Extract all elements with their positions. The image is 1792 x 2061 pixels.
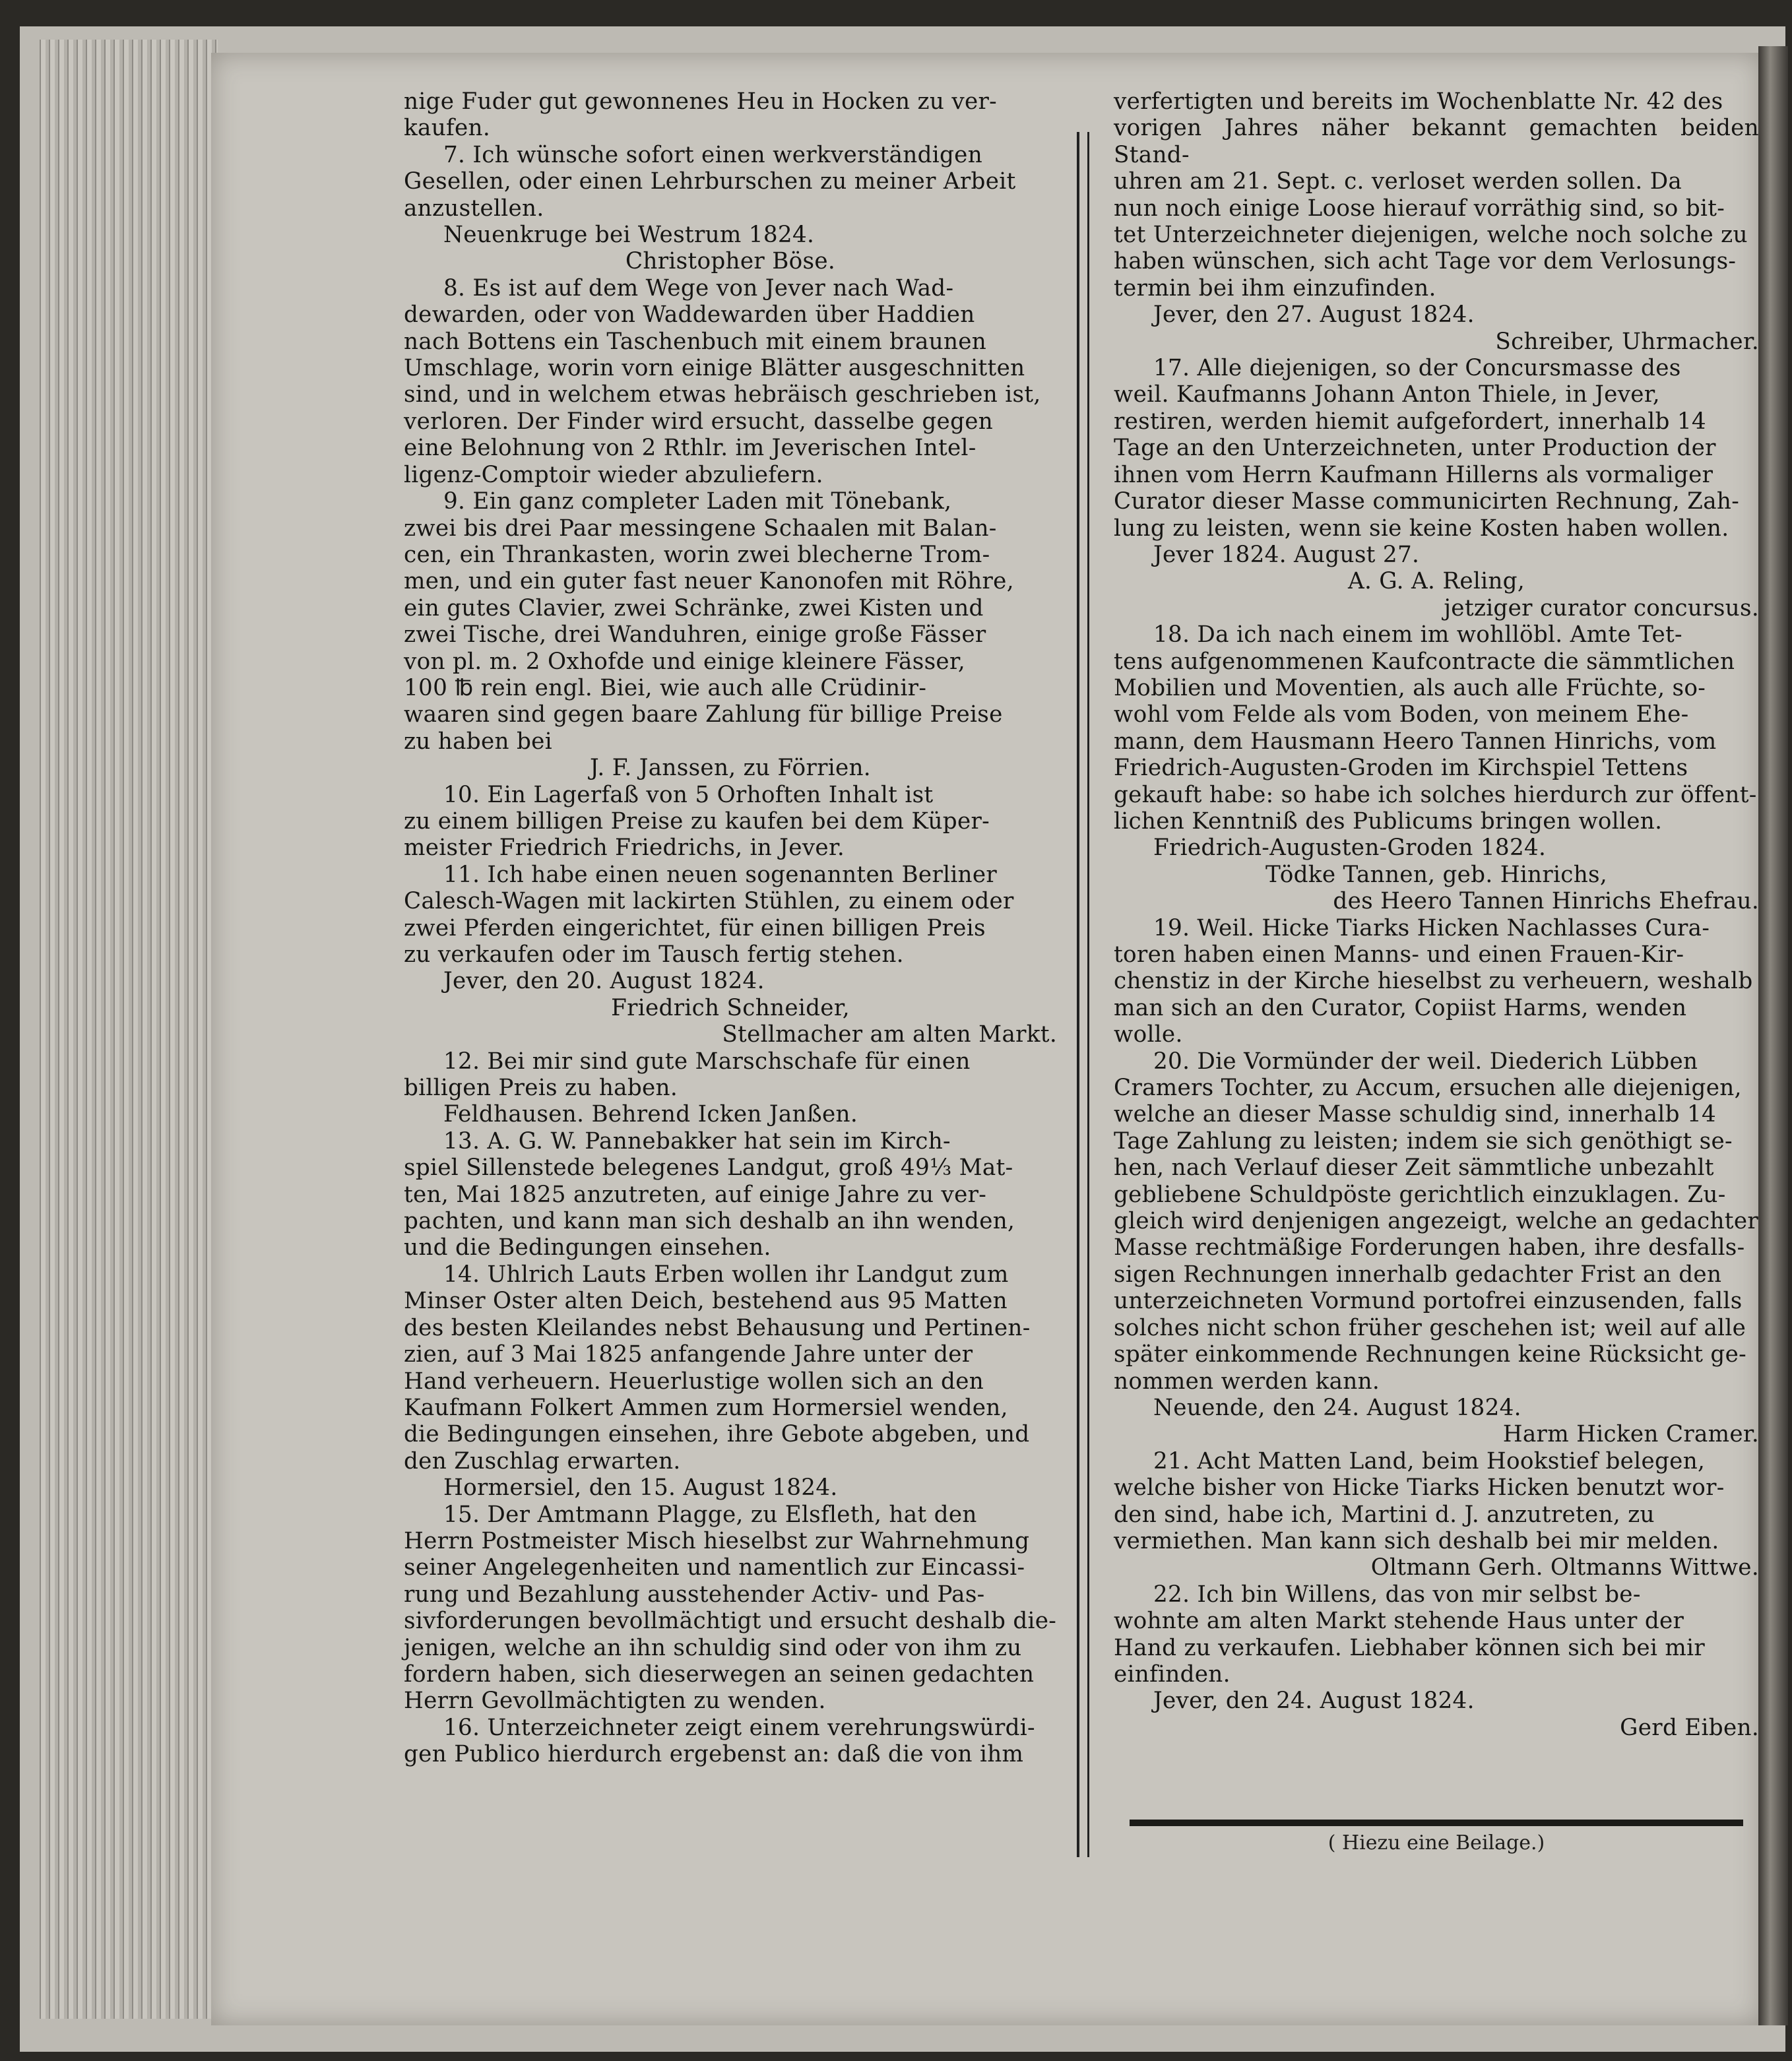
text-line: Hormersiel, den 15. August 1824. [443, 1474, 838, 1502]
text-line: ligenz-Comptoir wieder abzuliefern. [404, 461, 823, 488]
text-line: 16. Unterzeichneter zeigt einem verehrungswürdi- [443, 1714, 1035, 1741]
text-line: pachten, und kann man sich deshalb an ihn wenden, [404, 1208, 1015, 1235]
book-spine [1758, 46, 1788, 2025]
text-line: Hand zu verkaufen. Liebhaber können sich bei mir [1114, 1634, 1705, 1661]
text-line: einfinden. [1114, 1661, 1231, 1688]
supplement-note: ( Hiezu eine Beilage.) [1328, 1831, 1545, 1855]
text-line: wolle. [1114, 1021, 1183, 1048]
text-line: cen, ein Thrankasten, worin zwei blecherne Trom- [404, 541, 990, 568]
text-line: 14. Uhlrich Lauts Erben wollen ihr Landgut zum [443, 1261, 1009, 1288]
text-line: Calesch-Wagen mit lackirten Stühlen, zu einem oder [404, 888, 1014, 915]
text-line: vorigen Jahres näher bekannt gemachten beiden Stand- [1114, 115, 1759, 168]
text-line: Jever, den 20. August 1824. [443, 968, 765, 995]
text-line: zwei Pferden eingerichtet, für einen billigen Preis [404, 914, 986, 941]
page-stack-edge [40, 40, 218, 2019]
text-line: sigen Rechnungen innerhalb gedachter Frist an den [1114, 1261, 1722, 1288]
text-line: toren haben einen Manns- und einen Frauen-Kir- [1114, 941, 1684, 968]
text-line: chenstiz in der Kirche hieselbst zu verheuern, weshalb [1114, 968, 1753, 995]
text-line: 17. Alle diejenigen, so der Concursmasse des [1153, 355, 1681, 382]
text-line: nach Bottens ein Taschenbuch mit einem braunen [404, 328, 987, 355]
text-line: Friedrich Schneider, [611, 994, 850, 1021]
text-line: Friedrich-Augusten-Groden im Kirchspiel Tettens [1114, 755, 1688, 782]
text-line: haben wünschen, sich acht Tage vor dem Verlosungs- [1114, 248, 1737, 275]
text-line: man sich an den Curator, Copiist Harms, wenden [1114, 994, 1687, 1021]
text-line: Friedrich-Augusten-Groden 1824. [1153, 835, 1547, 862]
end-rule [1130, 1820, 1743, 1826]
text-line: lung zu leisten, wenn sie keine Kosten haben wollen. [1114, 515, 1729, 542]
text-line: 22. Ich bin Willens, das von mir selbst be- [1153, 1581, 1641, 1608]
text-line: Umschlage, worin vorn einige Blätter ausgeschnitten [404, 355, 1025, 382]
text-line: 15. Der Amtmann Plagge, zu Elsfleth, hat den [443, 1501, 977, 1528]
text-line: zu einem billigen Preise zu kaufen bei dem Küper- [404, 808, 990, 835]
text-line: Neuenkruge bei Westrum 1824. [443, 222, 815, 249]
text-line: 8. Es ist auf dem Wege von Jever nach Wad- [443, 274, 954, 301]
text-line: uhren am 21. Sept. c. verloset werden sollen. Da [1114, 168, 1682, 195]
text-line: lichen Kenntniß des Publicums bringen wollen. [1114, 808, 1663, 835]
text-line: welche an dieser Masse schuldig sind, innerhalb 14 [1114, 1101, 1717, 1128]
text-line: ten, Mai 1825 anzutreten, auf einige Jahre zu ver- [404, 1181, 987, 1208]
text-line: sivforderungen bevollmächtigt und ersucht deshalb die- [404, 1608, 1057, 1635]
text-line: Tödke Tannen, geb. Hinrichs, [1265, 861, 1608, 888]
text-line: nun noch einige Loose hierauf vorräthig sind, so bit- [1114, 195, 1725, 222]
text-line: zwei Tische, drei Wanduhren, einige große Fässer [404, 621, 986, 649]
text-line: kaufen. [404, 115, 490, 142]
text-line: Harm Hicken Cramer. [1502, 1421, 1759, 1448]
text-line: Feldhausen. Behrend Icken Janßen. [443, 1101, 858, 1128]
text-line: später einkommende Rechnungen keine Rücksicht ge- [1114, 1341, 1746, 1368]
text-line: Jever, den 27. August 1824. [1153, 301, 1475, 329]
text-line: 18. Da ich nach einem im wohllöbl. Amte Tet- [1153, 621, 1682, 649]
text-line: men, und ein guter fast neuer Kanonofen mit Röhre, [404, 568, 1014, 595]
text-line: Neuende, den 24. August 1824. [1153, 1394, 1521, 1421]
text-line: Minser Oster alten Deich, bestehend aus 95 Matten [404, 1288, 1008, 1315]
text-line: zien, auf 3 Mai 1825 anfangende Jahre unter der [404, 1341, 973, 1368]
text-line: ein gutes Clavier, zwei Schränke, zwei Kisten und [404, 594, 984, 621]
text-line: die Bedingungen einsehen, ihre Gebote abgeben, und [404, 1421, 1030, 1448]
text-line: Jever 1824. August 27. [1153, 541, 1420, 568]
text-line: 20. Die Vormünder der weil. Diederich Lübben [1153, 1048, 1698, 1075]
text-line: tens aufgenommenen Kaufcontracte die sämmtlichen [1114, 648, 1735, 675]
text-line: jetziger curator concursus. [1444, 594, 1759, 621]
text-line: fordern haben, sich dieserwegen an seinen gedachten [404, 1661, 1035, 1688]
text-line: meister Friedrich Friedrichs, in Jever. [404, 835, 845, 862]
right-text-column [1114, 88, 1759, 1741]
text-line: zu haben bei [404, 728, 552, 755]
text-line: Tage an den Unterzeichneten, unter Production der [1114, 435, 1716, 462]
text-line: Kaufmann Folkert Ammen zum Hormersiel wenden, [404, 1394, 1008, 1421]
text-line: A. G. A. Reling, [1347, 568, 1525, 595]
text-line: Oltmann Gerh. Oltmanns Wittwe. [1370, 1554, 1759, 1581]
text-line: den sind, habe ich, Martini d. J. anzutreten, zu [1114, 1501, 1655, 1528]
text-line: des Heero Tannen Hinrichs Ehefrau. [1333, 888, 1759, 915]
text-line: anzustellen. [404, 195, 544, 222]
text-line: welche bisher von Hicke Tiarks Hicken benutzt wor- [1114, 1474, 1725, 1502]
text-line: ihnen vom Herrn Kaufmann Hillerns als vormaliger [1114, 461, 1713, 488]
text-line: 19. Weil. Hicke Tiarks Hicken Nachlasses Cura- [1153, 914, 1710, 941]
text-line: billigen Preis zu haben. [404, 1075, 678, 1102]
left-text-column [404, 88, 1057, 1768]
text-line: seiner Angelegenheiten und namentlich zur Eincassi- [404, 1554, 1025, 1581]
text-line: 11. Ich habe einen neuen sogenannten Berliner [443, 861, 998, 888]
text-line: von pl. m. 2 Oxhofde und einige kleinere Fässer, [404, 648, 966, 675]
text-line: 13. A. G. W. Pannebakker hat sein im Kirch- [443, 1127, 951, 1155]
text-line: Christopher Böse. [625, 248, 836, 275]
text-line: gen Publico hierdurch ergebenst an: daß die von ihm [404, 1741, 1024, 1768]
column-divider-rule [1077, 132, 1089, 1857]
text-line: Gesellen, oder einen Lehrburschen zu meiner Arbeit [404, 168, 1016, 195]
text-line: sind, und in welchem etwas hebräisch geschrieben ist, [404, 381, 1041, 408]
text-line: 21. Acht Matten Land, beim Hookstief belegen, [1153, 1447, 1706, 1474]
text-line: unterzeichneten Vormund portofrei einzusenden, falls [1114, 1288, 1743, 1315]
text-line: restiren, werden hiemit aufgefordert, innerhalb 14 [1114, 408, 1706, 435]
text-line: gleich wird denjenigen angezeigt, welche an gedachter [1114, 1208, 1759, 1235]
text-line: eine Belohnung von 2 Rthlr. im Jeverischen Intel- [404, 435, 976, 462]
text-line: 100 ℔ rein engl. Biei, wie auch alle Crüdinir- [404, 674, 927, 701]
text-line: 7. Ich wünsche sofort einen werkverständigen [443, 141, 983, 168]
text-line: gebliebene Schuldpöste gerichtlich einzuklagen. Zu- [1114, 1181, 1726, 1208]
text-line: Cramers Tochter, zu Accum, ersuchen alle diejenigen, [1114, 1075, 1742, 1102]
text-line: Hand verheuern. Heuerlustige wollen sich an den [404, 1368, 984, 1395]
text-line: waaren sind gegen baare Zahlung für billige Preise [404, 701, 1003, 728]
text-line: Curator dieser Masse communicirten Rechnung, Zah- [1114, 488, 1740, 515]
text-line: Masse rechtmäßige Forderungen haben, ihre desfalls- [1114, 1234, 1745, 1261]
text-line: Mobilien und Moventien, als auch alle Früchte, so- [1114, 674, 1706, 701]
text-line: gekauft habe: so habe ich solches hierdurch zur öffent- [1114, 781, 1757, 808]
text-line: jenigen, welche an ihn schuldig sind oder von ihm zu [404, 1634, 1022, 1661]
text-line: Jever, den 24. August 1824. [1153, 1688, 1475, 1715]
text-line: spiel Sillenstede belegenes Landgut, groß 49⅓ Mat- [404, 1155, 1013, 1182]
text-line: zu verkaufen oder im Tausch fertig stehen. [404, 941, 904, 968]
text-line: mann, dem Hausmann Heero Tannen Hinrichs, vom [1114, 728, 1717, 755]
text-line: hen, nach Verlauf dieser Zeit sämmtliche unbezahlt [1114, 1155, 1714, 1182]
text-line: dewarden, oder von Waddewarden über Haddien [404, 301, 975, 329]
text-line: solches nicht schon früher geschehen ist; weil auf alle [1114, 1314, 1746, 1341]
text-line: 10. Ein Lagerfaß von 5 Orhoften Inhalt ist [443, 781, 934, 808]
text-line: vermiethen. Man kann sich deshalb bei mir melden. [1114, 1527, 1719, 1554]
text-line: zwei bis drei Paar messingene Schaalen mit Balan- [404, 515, 997, 542]
text-line: 9. Ein ganz completer Laden mit Tönebank, [443, 488, 952, 515]
text-line: J. F. Janssen, zu Förrien. [590, 755, 871, 782]
text-line: Schreiber, Uhrmacher. [1495, 328, 1759, 355]
text-line: Gerd Eiben. [1620, 1714, 1759, 1741]
text-line: tet Unterzeichneter diejenigen, welche noch solche zu [1114, 222, 1748, 249]
text-line: und die Bedingungen einsehen. [404, 1234, 771, 1261]
text-line: den Zuschlag erwarten. [404, 1447, 681, 1474]
text-line: Herrn Postmeister Misch hieselbst zur Wahrnehmung [404, 1527, 1030, 1554]
text-line: nige Fuder gut gewonnenes Heu in Hocken zu ver- [404, 88, 997, 115]
text-line: Herrn Gevollmächtigten zu wenden. [404, 1688, 826, 1715]
text-line: verloren. Der Finder wird ersucht, dasselbe gegen [404, 408, 994, 435]
text-line: wohnte am alten Markt stehende Haus unter der [1114, 1608, 1684, 1635]
text-line: des besten Kleilandes nebst Behausung und Pertinen- [404, 1314, 1031, 1341]
text-line: wohl vom Felde als vom Boden, von meinem Ehe- [1114, 701, 1689, 728]
text-line: termin bei ihm einzufinden. [1114, 274, 1436, 301]
text-line: weil. Kaufmanns Johann Anton Thiele, in Jever, [1114, 381, 1660, 408]
text-line: verfertigten und bereits im Wochenblatte Nr. 42 des [1114, 88, 1723, 115]
text-line: nommen werden kann. [1114, 1368, 1380, 1395]
text-line: Tage Zahlung zu leisten; indem sie sich genöthigt se- [1114, 1127, 1733, 1155]
text-line: rung und Bezahlung ausstehender Activ- und Pas- [404, 1581, 985, 1608]
text-line: Stellmacher am alten Markt. [722, 1021, 1057, 1048]
text-line: 12. Bei mir sind gute Marschschafe für einen [443, 1048, 971, 1075]
